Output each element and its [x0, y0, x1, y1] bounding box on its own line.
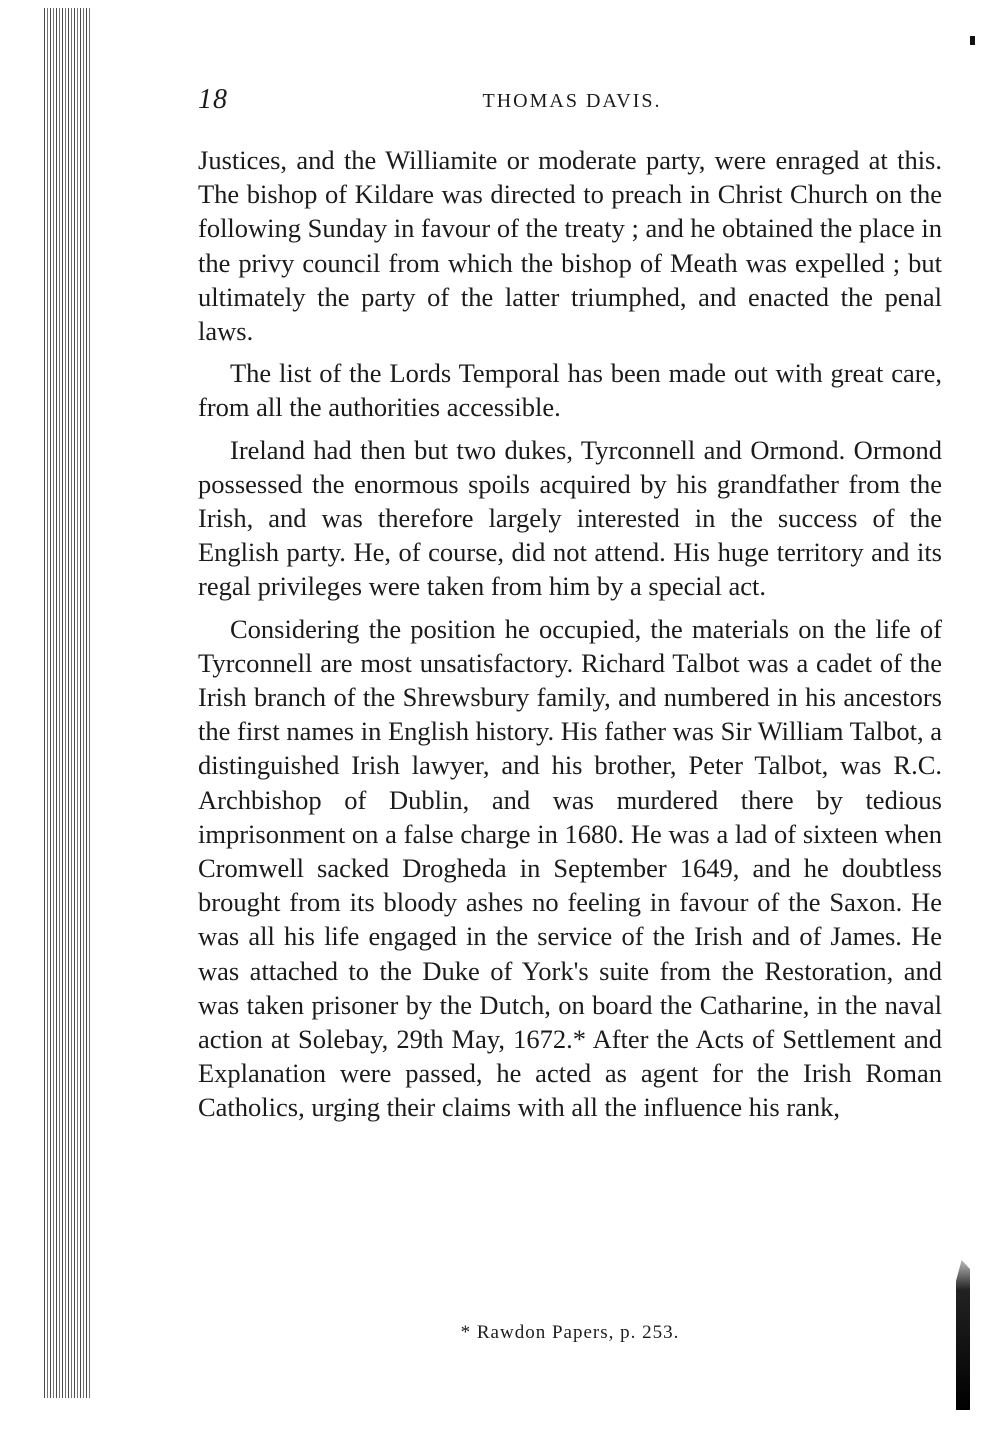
paragraph-continuation: Justices, and the Williamite or moderate party, were enraged at this. The bishop of Kildare was directed to preach in Christ Church on the following Sunday in favour of the treaty ; and he obtained the place in the privy council from which the bishop of Meath was expelled ; but ultimately the party of the latter triumphed, and enacted the penal laws. — [198, 145, 942, 347]
page-number: 18 — [198, 84, 228, 115]
paragraph-dukes: Ireland had then but two dukes, Tyrconnell and Ormond. Ormond possessed the enormous spoils acquired by his grandfather from the Irish, and was therefore largely interested in the success of the English party. He, of course, did not attend. His huge territory and its regal privileges were taken from him by a special act. — [198, 434, 942, 602]
body-text — [198, 143, 942, 1133]
binding-gutter — [44, 8, 90, 1398]
running-head: THOMAS DAVIS. — [482, 90, 662, 112]
scan-edge-mark — [970, 36, 975, 45]
paragraph-lords-temporal: The list of the Lords Temporal has been made out with great care, from all the authorities accessible. — [198, 358, 942, 423]
page-header — [198, 84, 946, 124]
scan-edge-shadow — [956, 1260, 970, 1410]
footnote: * Rawdon Papers, p. 253. — [460, 1322, 680, 1343]
paragraph-tyrconnell: Considering the position he occupied, the materials on the life of Tyrconnell are most unsatisfactory. Richard Talbot was a cadet of the Irish branch of the Shrewsbury family, and numbered in his ancestors the first names in English history. His father was Sir William Talbot, a distinguished Irish lawyer, and his brother, Peter Talbot, was R.C. Archbishop of Dublin, and was murdered there by tedious imprisonment on a false charge in 1680. He was a lad of sixteen when Cromwell sacked Drogheda in September 1649, and he doubtless brought from its bloody ashes no feeling in favour of the Saxon. He was all his life engaged in the service of the Irish and of James. He was attached to the Duke of York's suite from the Restoration, and was taken prisoner by the Dutch, on board the Catharine, in the naval action at Solebay, 29th May, 1672.* After the Acts of Settlement and Explanation were passed, he acted as agent for the Irish Roman Catholics, urging their claims with all the influence his rank, — [198, 613, 942, 1123]
